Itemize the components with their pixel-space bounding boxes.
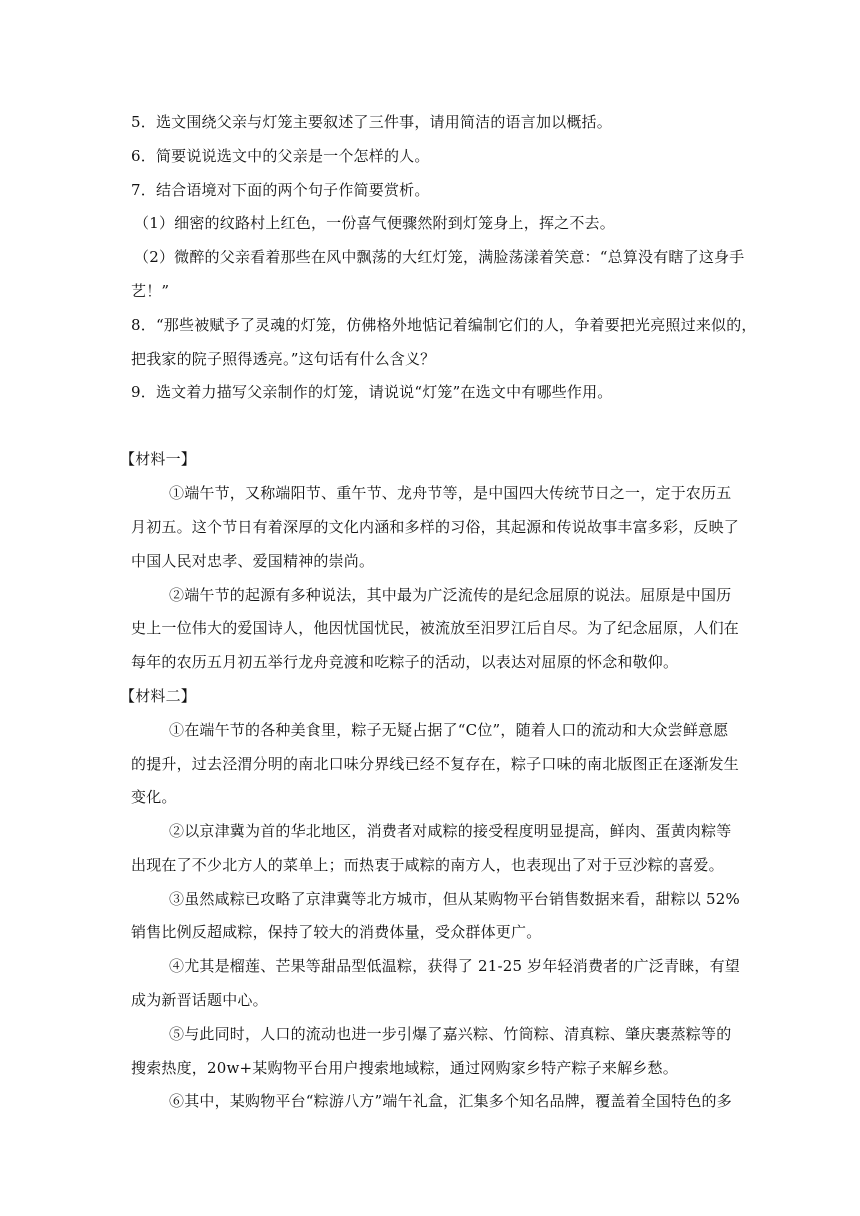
- material-1-header: 【材料一】: [120, 450, 197, 468]
- material-1-paragraph-2-line-1: ②端午节的起源有多种说法，其中最为广泛流传的是纪念屈原的说法。屈原是中国历: [169, 586, 732, 604]
- material-2-paragraph-3-line-2: 销售比例反超咸粽，保持了较大的消费体量，受众群体更广。: [131, 923, 542, 941]
- material-2-paragraph-6-line-1: ⑥其中，某购物平台“粽游八方”端午礼盒，汇集多个知名品牌，覆盖着全国特色的多: [169, 1092, 732, 1110]
- question-5: 5．选文围绕父亲与灯笼主要叙述了三件事，请用简洁的语言加以概括。: [131, 113, 612, 131]
- material-1-paragraph-1-line-2: 月初五。这个节日有着深厚的文化内涵和多样的习俗，其起源和传说故事丰富多彩，反映了: [131, 518, 740, 536]
- material-2-paragraph-3-line-1: ③虽然咸粽已攻略了京津冀等北方城市，但从某购物平台销售数据来看，甜粽以 52%: [169, 890, 740, 908]
- question-7-item-1: （1）细密的纹路村上红色，一份喜气便骤然附到灯笼身上，挥之不去。: [134, 214, 615, 232]
- material-2-paragraph-2-line-2: 出现在了不少北方人的菜单上；而热衷于咸粽的南方人，也表现出了对于豆沙粽的喜爱。: [131, 856, 724, 874]
- question-7-item-2-line-2: 艺！”: [131, 282, 170, 300]
- material-2-paragraph-4-line-1: ④尤其是榴莲、芒果等甜品型低温粽，获得了 21-25 岁年轻消费者的广泛青睐，有望: [169, 957, 740, 975]
- material-2-paragraph-1-line-2: 的提升，过去泾渭分明的南北口味分界线已经不复存在，粽子口味的南北版图正在逐渐发生: [131, 755, 740, 773]
- material-1-paragraph-1-line-3: 中国人民对忠孝、爱国精神的崇尚。: [131, 552, 375, 570]
- material-1-paragraph-1-line-1: ①端午节，又称端阳节、重午节、龙舟节等，是中国四大传统节日之一，定于农历五: [169, 484, 732, 502]
- question-9: 9．选文着力描写父亲制作的灯笼，请说说“灯笼”在选文中有哪些作用。: [131, 383, 613, 401]
- question-6: 6．简要说说选文中的父亲是一个怎样的人。: [131, 147, 430, 165]
- material-2-paragraph-5-line-1: ⑤与此同时，人口的流动也进一步引爆了嘉兴粽、竹筒粽、清真粽、肇庆裹蒸粽等的: [169, 1025, 732, 1043]
- material-2-paragraph-4-line-2: 成为新晋话题中心。: [131, 991, 268, 1009]
- question-7-item-2-line-1: （2）微醉的父亲看着那些在风中飘荡的大红灯笼，满脸荡漾着笑意：“总算没有瞎了这身手: [134, 248, 745, 266]
- material-2-paragraph-1-line-1: ①在端午节的各种美食里，粽子无疑占据了“C位”，随着人口的流动和大众尝鲜意愿: [169, 721, 729, 739]
- material-2-header: 【材料二】: [120, 687, 197, 705]
- material-1-paragraph-2-line-3: 每年的农历五月初五举行龙舟竞渡和吃粽子的活动，以表达对屈原的怀念和敬仰。: [131, 653, 679, 671]
- material-2-paragraph-2-line-1: ②以京津冀为首的华北地区，消费者对咸粽的接受程度明显提高，鲜肉、蛋黄肉粽等: [169, 822, 732, 840]
- material-2-paragraph-5-line-2: 搜索热度，20w+某购物平台用户搜索地域粽，通过网购家乡特产粽子来解乡愁。: [131, 1059, 678, 1077]
- question-8-line-1: 8．“那些被赋予了灵魂的灯笼，仿佛格外地惦记着编制它们的人，争着要把光亮照过来似的，: [131, 316, 757, 334]
- question-8-line-2: 把我家的院子照得透亮。”这句话有什么含义？: [131, 350, 436, 368]
- question-7: 7．结合语境对下面的两个句子作简要赏析。: [131, 181, 430, 199]
- material-2-paragraph-1-line-3: 变化。: [131, 788, 177, 806]
- material-1-paragraph-2-line-2: 史上一位伟大的爱国诗人，他因忧国忧民，被流放至汨罗江后自尽。为了纪念屈原，人们在: [131, 619, 740, 637]
